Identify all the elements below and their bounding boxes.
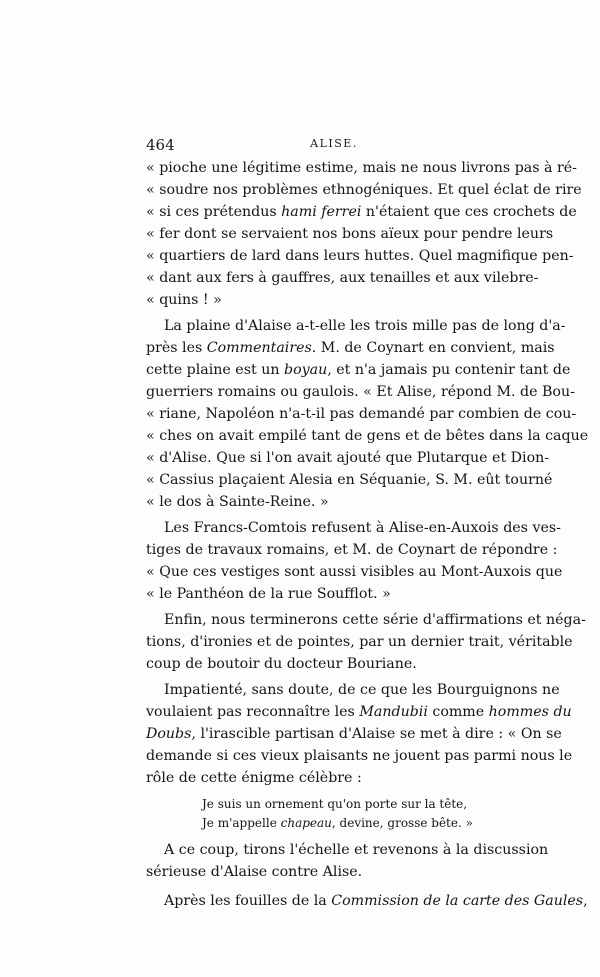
paragraph-2	[146, 517, 563, 605]
text-line: A ce coup, tirons l'échelle et revenons à la discussion	[164, 842, 549, 858]
paragraph-4	[146, 679, 573, 789]
body-text	[146, 157, 589, 912]
text-line: Impatienté, sans doute, de ce que les Bourguignons ne	[164, 682, 560, 698]
text-line: Enfin, nous terminerons cette série d'affirmations et néga-	[164, 612, 586, 628]
text-line: « quins ! »	[146, 292, 222, 308]
paragraph-1-line-2-italic-1: boyau	[283, 362, 328, 378]
paragraph-0-line-2-italic-1: hami ferrei	[281, 204, 362, 220]
page-header	[146, 136, 522, 156]
verse-quote	[202, 795, 522, 833]
text-line: « Que ces vestiges sont aussi visibles au Mont-Auxois que	[146, 564, 563, 580]
text-line: « riane, Napoléon n'a-t-il pas demandé par combien de cou-	[146, 406, 577, 422]
text-line: Les Francs-Comtois refusent à Alise-en-Auxois des ves-	[164, 520, 561, 536]
text-line: tions, d'ironies et de pointes, par un dernier trait, véritable	[146, 634, 573, 650]
text-line: « dant aux fers à gauffres, aux tenailles et aux vilebre-	[146, 270, 539, 286]
verse-line-1-italic-1: chapeau	[280, 816, 332, 830]
text-line: Après les fouilles de la Commission de la carte des Gaules,	[164, 893, 588, 909]
page-number: 464	[146, 136, 175, 154]
paragraph-gap	[146, 883, 522, 890]
text-line: « ches on avait empilé tant de gens et de bêtes dans la caque	[146, 428, 589, 444]
text-line: voulaient pas reconnaître les Mandubii comme hommes du	[146, 704, 572, 720]
paragraph-4-line-2-italic-0: Doubs	[146, 726, 192, 742]
closing-paragraph-1-line-0-italic-1: Commission de la carte des Gaules	[331, 893, 584, 909]
text-line: demande si ces vieux plaisants ne jouent pas parmi nous le	[146, 748, 573, 764]
verse-line: Je suis un ornement qu'on porte sur la tête,	[202, 797, 468, 811]
text-line: « le Panthéon de la rue Soufflot. »	[146, 586, 391, 602]
text-line: guerriers romains ou gaulois. « Et Alise, répond M. de Bou-	[146, 384, 575, 400]
text-line: sérieuse d'Alaise contre Alise.	[146, 864, 363, 880]
verse-line: Je m'appelle chapeau, devine, grosse bête. »	[202, 816, 473, 830]
paragraph-1-line-1-italic-1: Commentaires.	[206, 340, 317, 356]
paragraph-0	[146, 157, 582, 311]
paragraph-1	[146, 315, 589, 513]
text-line: « soudre nos problèmes ethnogéniques. Et quel éclat de rire	[146, 182, 582, 198]
text-line: « le dos à Sainte-Reine. »	[146, 494, 329, 510]
text-line: « d'Alise. Que si l'on avait ajouté que Plutarque et Dion-	[146, 450, 550, 466]
text-line: « quartiers de lard dans leurs huttes. Quel magnifique pen-	[146, 248, 574, 264]
closing-paragraph-0	[146, 839, 549, 883]
paragraph-4-line-1-italic-3: hommes du	[488, 704, 572, 720]
text-line: Doubs, l'irascible partisan d'Alaise se met à dire : « On se	[146, 726, 562, 742]
text-line: « pioche une légitime estime, mais ne nous livrons pas à ré-	[146, 160, 577, 176]
text-line: « Cassius plaçaient Alesia en Séquanie, S. M. eût tourné	[146, 472, 553, 488]
text-line: « fer dont se servaient nos bons aïeux pour pendre leurs	[146, 226, 554, 242]
text-line: tiges de travaux romains, et M. de Coynart de répondre :	[146, 542, 558, 558]
paragraph-4-line-1-italic-1: Mandubii	[359, 704, 428, 720]
text-line: « si ces prétendus hami ferrei n'étaient que ces crochets de	[146, 204, 577, 220]
running-head: ALISE.	[310, 137, 358, 150]
paragraph-3	[146, 609, 586, 675]
text-line: rôle de cette énigme célèbre :	[146, 770, 362, 786]
text-line: près les Commentaires. M. de Coynart en convient, mais	[146, 340, 555, 356]
text-line: coup de boutoir du docteur Bouriane.	[146, 656, 417, 672]
text-line: cette plaine est un boyau, et n'a jamais pu contenir tant de	[146, 362, 571, 378]
closing-paragraph-1	[146, 890, 588, 912]
text-line: La plaine d'Alaise a-t-elle les trois mille pas de long d'a-	[164, 318, 566, 334]
